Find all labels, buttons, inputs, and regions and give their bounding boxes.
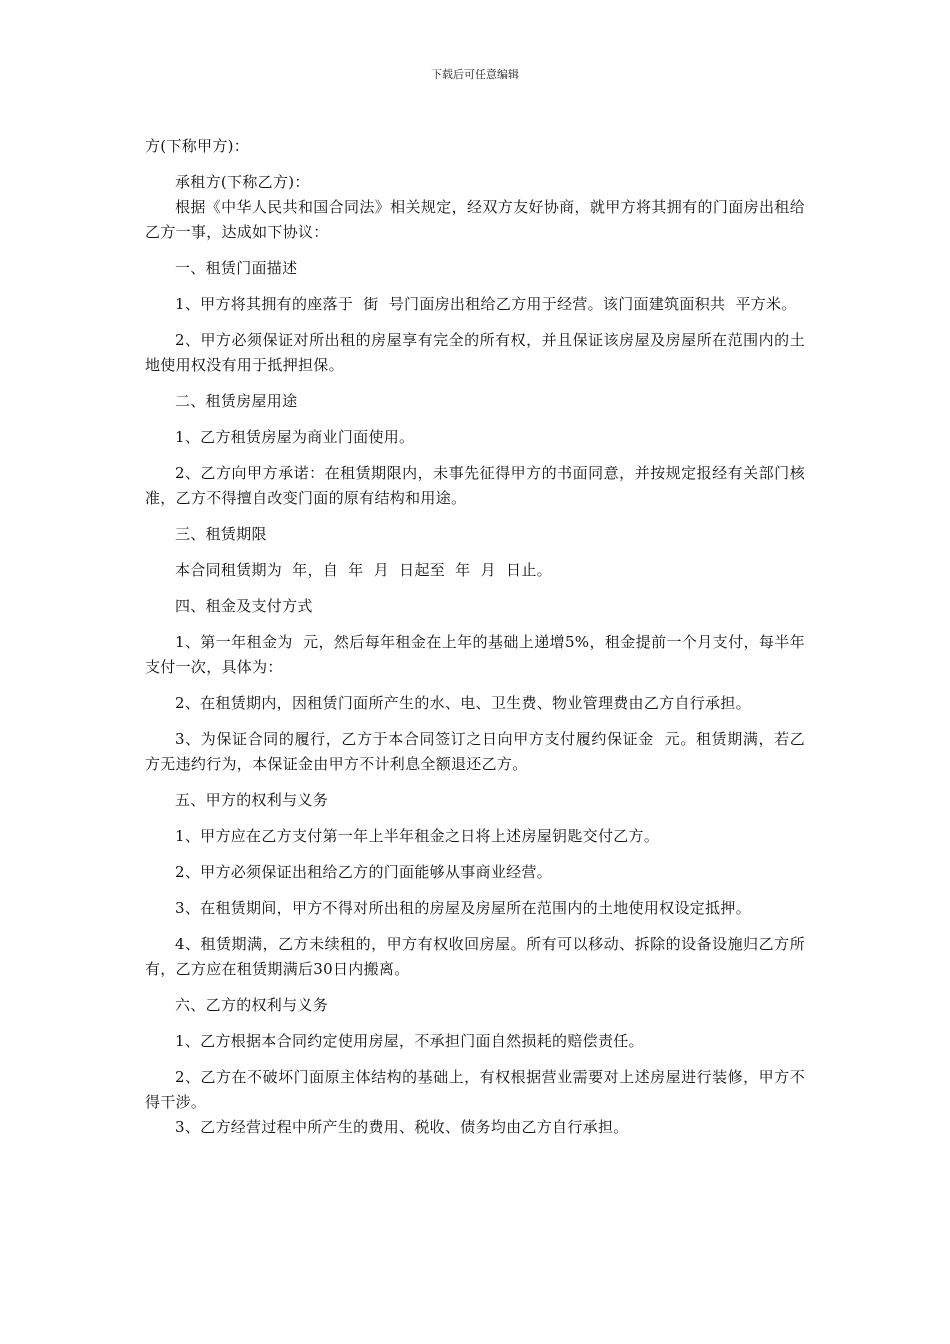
clause-6-1: 1、乙方根据本合同约定使用房屋，不承担门面自然损耗的赔偿责任。 xyxy=(175,1032,644,1050)
section-heading-6: 六、乙方的权利与义务 xyxy=(175,996,329,1014)
clause-5-3: 3、在租赁期间，甲方不得对所出租的房屋及房屋所在范围内的土地使用权设定抵押。 xyxy=(175,899,751,917)
intro-paragraph: 根据《中华人民共和国合同法》相关规定，经双方友好协商，就甲方将其拥有的门面房出租给乙方一事，达成如下协议： xyxy=(145,198,805,241)
contract-body xyxy=(145,134,805,1151)
clause-2-2: 2、乙方向甲方承诺：在租赁期限内，未事先征得甲方的书面同意，并按规定报经有关部门核准，乙方不得擅自改变门面的原有结构和用途。 xyxy=(145,464,805,507)
section-heading-5: 五、甲方的权利与义务 xyxy=(175,791,329,809)
clause-4-2: 2、在租赁期内，因租赁门面所产生的水、电、卫生费、物业管理费由乙方自行承担。 xyxy=(175,694,751,712)
clause-6-2: 2、乙方在不破坏门面原主体结构的基础上，有权根据营业需要对上述房屋进行装修，甲方不得干涉。 xyxy=(145,1068,805,1111)
clause-6-3: 3、乙方经营过程中所产生的费用、税收、债务均由乙方自行承担。 xyxy=(175,1118,629,1136)
clause-2-1: 1、乙方租赁房屋为商业门面使用。 xyxy=(175,428,415,446)
page-header-note: 下载后可任意编辑 xyxy=(431,68,519,81)
section-heading-3: 三、租赁期限 xyxy=(175,525,267,543)
section-heading-2: 二、租赁房屋用途 xyxy=(175,392,298,410)
clause-1-1: 1、甲方将其拥有的座落于 街 号门面房出租给乙方用于经营。该门面建筑面积共 平方米。 xyxy=(175,295,797,313)
lessee-line: 承租方(下称乙方)： xyxy=(175,173,310,191)
clause-1-2: 2、甲方必须保证对所出租的房屋享有完全的所有权，并且保证该房屋及房屋所在范围内的土地使用权没有用于抵押担保。 xyxy=(145,331,805,374)
lessor-line: 方(下称甲方)： xyxy=(145,137,250,155)
clause-4-3: 3、为保证合同的履行，乙方于本合同签订之日向甲方支付履约保证金 元。租赁期满，若乙方无违约行为，本保证金由甲方不计利息全额退还乙方。 xyxy=(145,730,805,773)
clause-3-1: 本合同租赁期为 年，自 年 月 日起至 年 月 日止。 xyxy=(175,561,552,579)
clause-4-1: 1、第一年租金为 元，然后每年租金在上年的基础上递增5%，租金提前一个月支付，每半年支付一次，具体为： xyxy=(145,633,805,676)
clause-5-1: 1、甲方应在乙方支付第一年上半年租金之日将上述房屋钥匙交付乙方。 xyxy=(175,827,660,845)
clause-5-4: 4、租赁期满，乙方未续租的，甲方有权收回房屋。所有可以移动、拆除的设备设施归乙方所有，乙方应在租赁期满后30日内搬离。 xyxy=(145,935,805,978)
section-heading-4: 四、租金及支付方式 xyxy=(175,597,313,615)
section-heading-1: 一、租赁门面描述 xyxy=(175,259,298,277)
clause-5-2: 2、甲方必须保证出租给乙方的门面能够从事商业经营。 xyxy=(175,863,553,881)
